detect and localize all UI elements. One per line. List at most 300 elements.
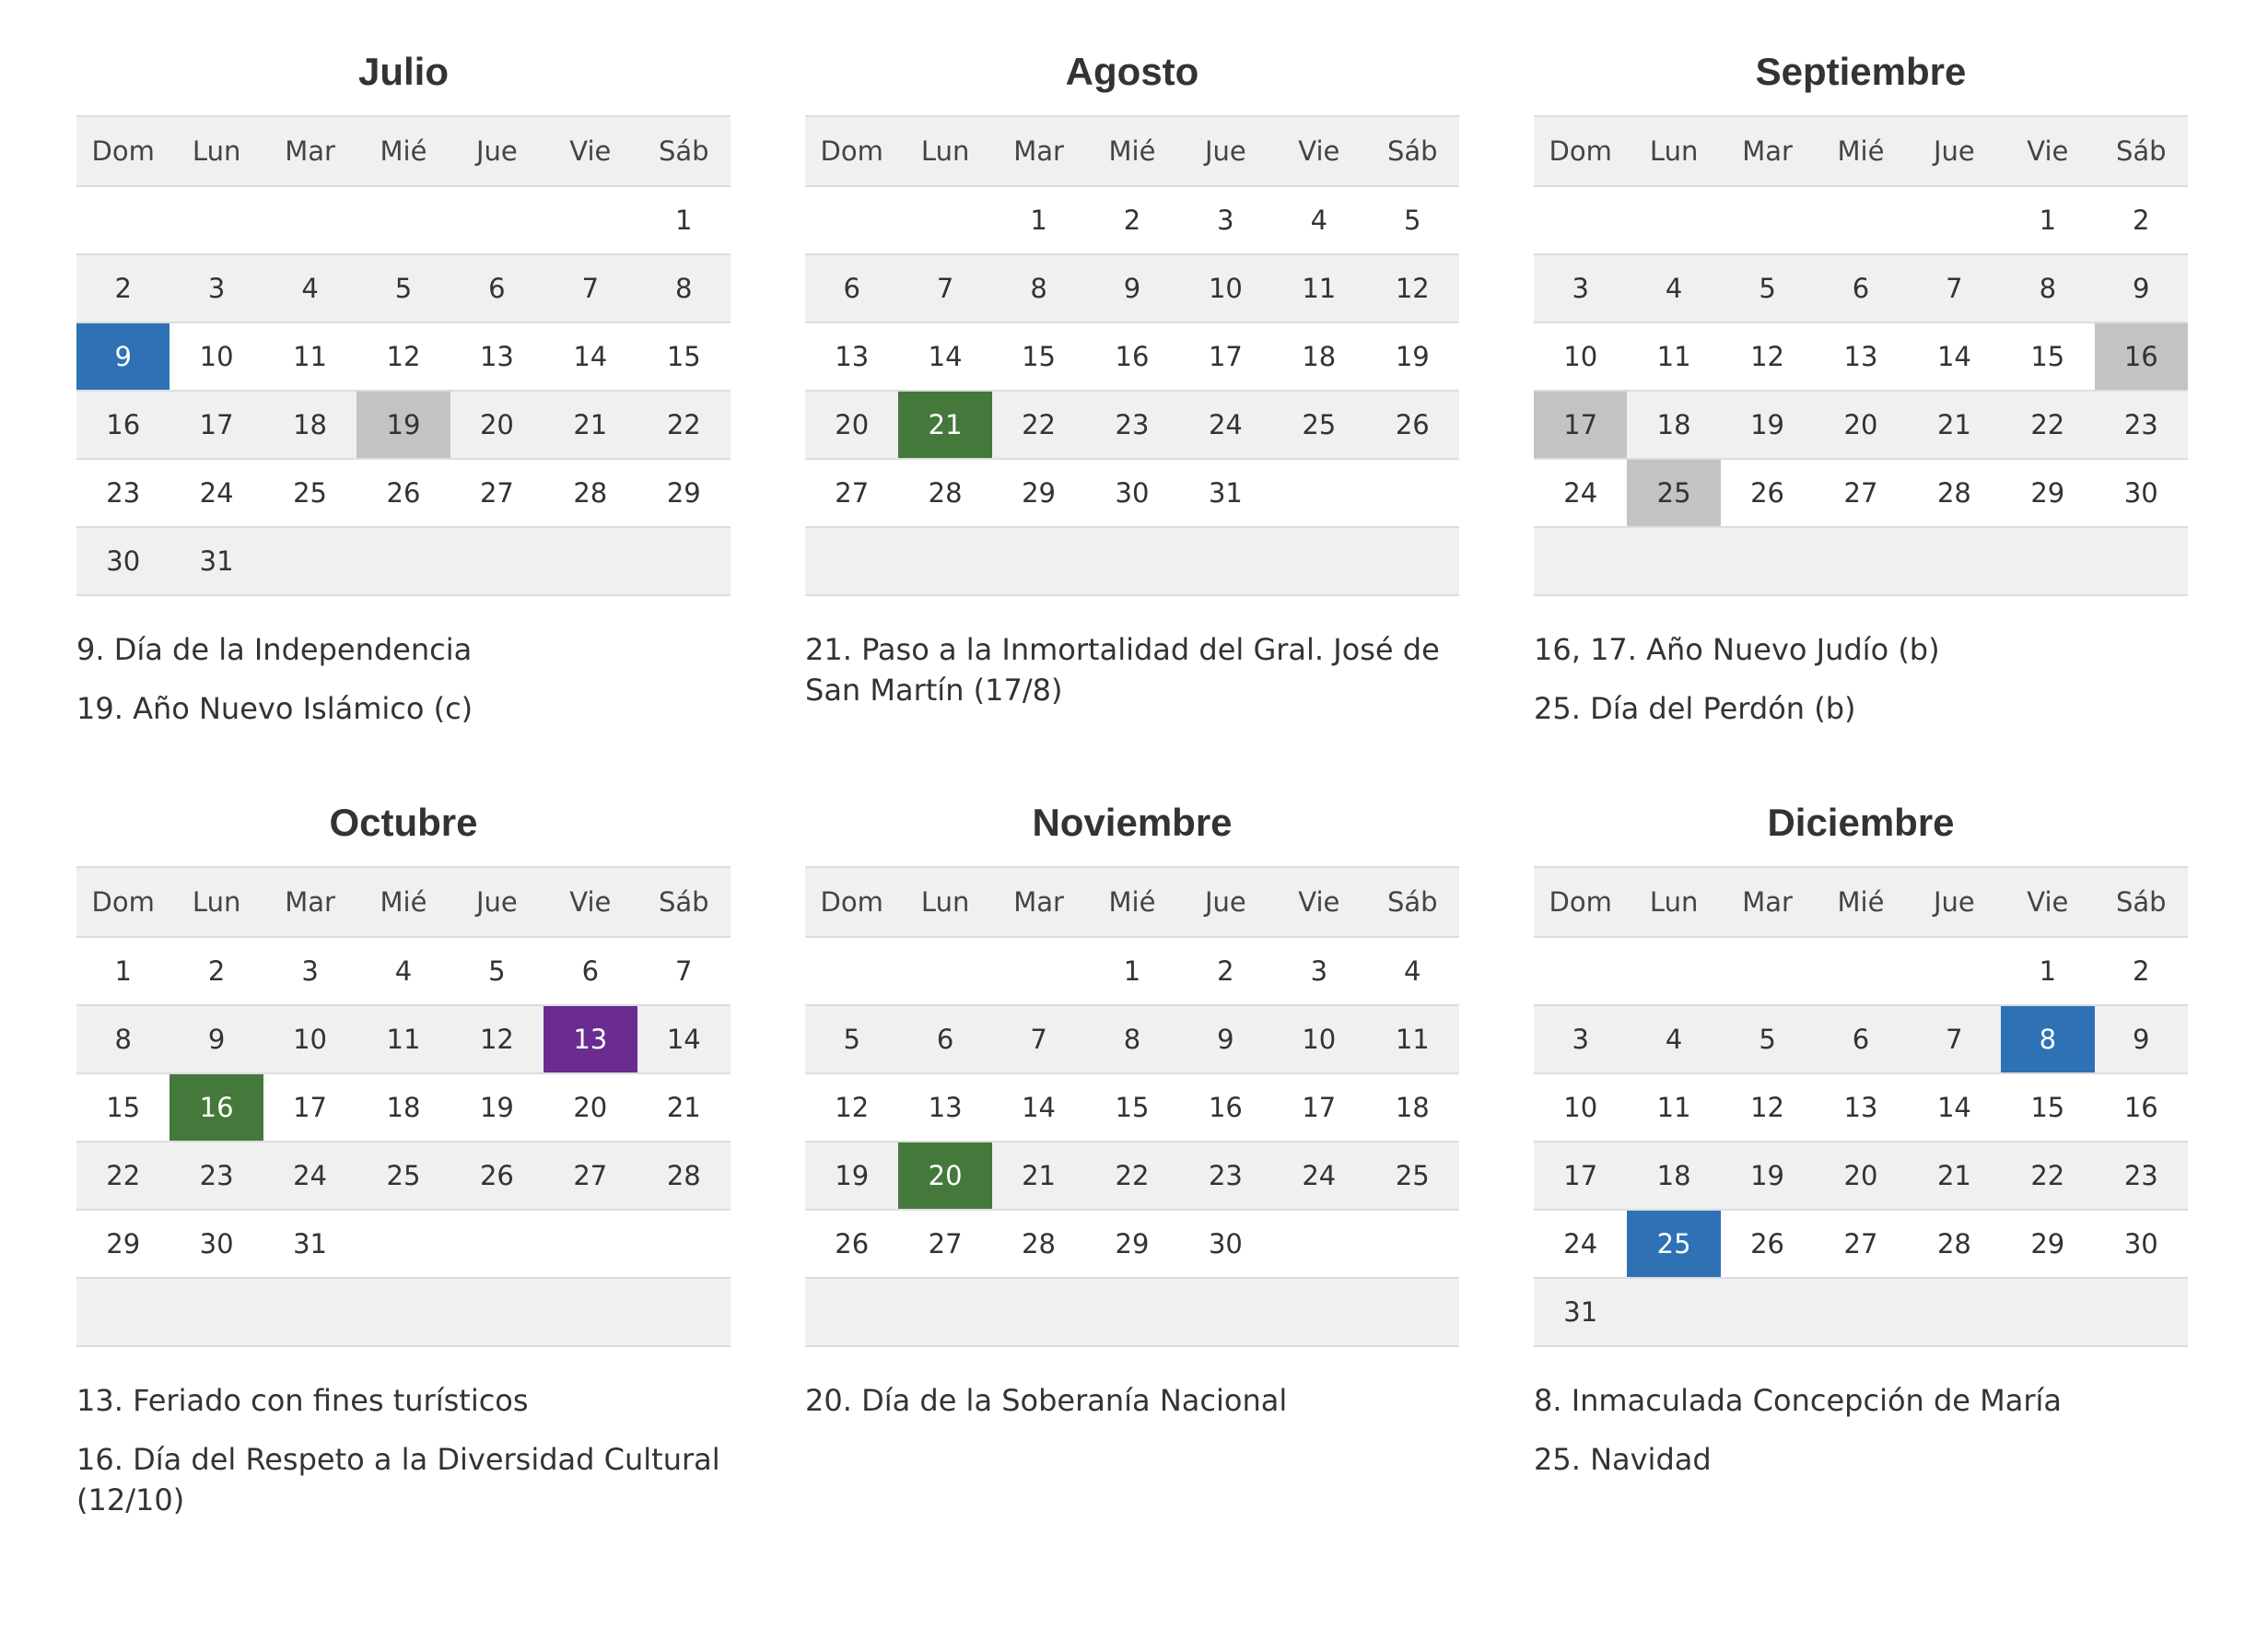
weekday-header: Sáb [2095,116,2188,186]
empty-day-cell [450,186,544,254]
week-row [1534,391,2188,459]
day-cell[interactable]: 31 [1179,459,1272,527]
day-cell[interactable]: 4 [357,937,450,1005]
week-row [805,1005,1459,1073]
week-row [1534,1073,2188,1142]
day-cell[interactable]: 6 [450,254,544,322]
day-cell[interactable]: 14 [1908,322,2001,391]
week-row [1534,527,2188,595]
week-row [805,254,1459,322]
day-cell[interactable]: 29 [637,459,731,527]
day-cell[interactable]: 23 [2095,1142,2188,1210]
day-cell[interactable]: 11 [1366,1005,1459,1073]
day-cell[interactable]: 11 [263,322,357,391]
calendar-body [76,937,731,1346]
empty-day-cell [1366,459,1459,527]
day-cell[interactable]: 10 [1534,322,1627,391]
day-cell[interactable]: 14 [992,1073,1085,1142]
empty-day-cell [898,186,991,254]
day-cell[interactable]: 31 [1534,1278,1627,1346]
day-cell[interactable]: 18 [1627,1142,1720,1210]
day-cell[interactable]: 2 [170,937,263,1005]
day-cell[interactable]: 27 [450,459,544,527]
empty-day-cell [1627,937,1720,1005]
week-row [76,1278,731,1346]
day-cell[interactable]: 7 [992,1005,1085,1073]
holiday-note: 16, 17. Año Nuevo Judío (b) [1534,632,1940,667]
day-cell[interactable]: 23 [1179,1142,1272,1210]
calendar-body [805,186,1459,595]
day-cell[interactable]: 6 [898,1005,991,1073]
day-cell[interactable]: 22 [2001,391,2094,459]
day-cell[interactable]: 1 [76,937,170,1005]
day-cell[interactable]: 21 [637,1073,731,1142]
day-cell[interactable]: 30 [76,527,170,595]
day-cell[interactable]: 17 [1534,1142,1627,1210]
day-cell[interactable]: 19 [1721,1142,1814,1210]
day-cell[interactable]: 22 [637,391,731,459]
day-cell[interactable]: 18 [263,391,357,459]
day-cell[interactable]: 16 [76,391,170,459]
day-cell[interactable]: 19 [1721,391,1814,459]
weekday-header: Mié [1085,116,1178,186]
day-cell[interactable]: 23 [1085,391,1178,459]
empty-day-cell [1908,186,2001,254]
day-cell[interactable]: 30 [2095,1210,2188,1278]
day-cell[interactable]: 24 [1179,391,1272,459]
day-cell[interactable]: 1 [637,186,731,254]
week-row [76,937,731,1005]
day-cell[interactable]: 27 [1814,1210,1907,1278]
empty-day-cell [357,527,450,595]
weekday-header: Lun [170,116,263,186]
empty-day-cell [1534,527,1627,595]
day-cell[interactable]: 12 [450,1005,544,1073]
day-cell[interactable]: 5 [1366,186,1459,254]
day-cell[interactable]: 29 [1085,1210,1178,1278]
day-cell[interactable]: 10 [1179,254,1272,322]
holiday-day-cell[interactable]: 16 [170,1073,263,1142]
day-cell[interactable]: 15 [992,322,1085,391]
weekday-header: Sáb [2095,867,2188,937]
day-cell[interactable]: 30 [170,1210,263,1278]
day-cell[interactable]: 2 [76,254,170,322]
day-cell[interactable]: 24 [1534,1210,1627,1278]
month-noviembre [805,751,1459,1439]
day-cell[interactable]: 22 [1085,1142,1178,1210]
day-cell[interactable]: 28 [544,459,637,527]
weekday-header: Mié [357,116,450,186]
calendar-body [76,186,731,595]
empty-day-cell [1366,527,1459,595]
holiday-note: 13. Feriado con fines turísticos [76,1383,529,1418]
day-cell[interactable]: 12 [1721,1073,1814,1142]
weekday-header-row [76,867,731,937]
empty-day-cell [450,1210,544,1278]
day-cell[interactable]: 14 [637,1005,731,1073]
day-cell[interactable]: 10 [170,322,263,391]
weekday-header: Mar [263,116,357,186]
day-cell[interactable]: 8 [1085,1005,1178,1073]
day-cell[interactable]: 30 [1085,459,1178,527]
day-cell[interactable]: 21 [544,391,637,459]
month-octubre [76,751,731,1539]
week-row [805,322,1459,391]
day-cell[interactable]: 5 [357,254,450,322]
day-cell[interactable]: 3 [1534,254,1627,322]
day-cell[interactable]: 16 [1179,1073,1272,1142]
day-cell[interactable]: 15 [2001,1073,2094,1142]
holiday-notes [1534,629,2188,729]
weekday-header: Mié [1814,867,1907,937]
day-cell[interactable]: 22 [2001,1142,2094,1210]
week-row [76,1142,731,1210]
weekday-header-row [76,116,731,186]
weekday-header: Vie [2001,867,2094,937]
day-cell[interactable]: 20 [1814,1142,1907,1210]
day-cell[interactable]: 11 [357,1005,450,1073]
day-cell[interactable]: 20 [1814,391,1907,459]
day-cell[interactable]: 10 [1272,1005,1365,1073]
empty-day-cell [170,186,263,254]
day-cell[interactable]: 22 [76,1142,170,1210]
day-cell[interactable]: 7 [637,937,731,1005]
month-julio [76,0,731,747]
week-row [76,391,731,459]
day-cell[interactable]: 28 [637,1142,731,1210]
day-cell[interactable]: 13 [898,1073,991,1142]
day-cell[interactable]: 5 [1721,1005,1814,1073]
week-row [1534,937,2188,1005]
day-cell[interactable]: 2 [2095,937,2188,1005]
day-cell[interactable]: 19 [805,1142,898,1210]
empty-day-cell [805,937,898,1005]
day-cell[interactable]: 10 [263,1005,357,1073]
day-cell[interactable]: 23 [2095,391,2188,459]
empty-day-cell [1908,1278,2001,1346]
day-cell[interactable]: 20 [450,391,544,459]
weekday-header: Vie [2001,116,2094,186]
day-cell[interactable]: 28 [992,1210,1085,1278]
day-cell[interactable]: 24 [170,459,263,527]
calendar-body [805,937,1459,1346]
empty-day-cell [1272,459,1365,527]
day-cell[interactable]: 26 [1721,1210,1814,1278]
month-septiembre [1534,0,2188,747]
day-cell[interactable]: 1 [1085,937,1178,1005]
day-cell[interactable]: 2 [1179,937,1272,1005]
weekday-header: Mié [357,867,450,937]
day-cell[interactable]: 15 [76,1073,170,1142]
day-cell[interactable]: 28 [1908,459,2001,527]
weekday-header: Vie [1272,867,1365,937]
empty-day-cell [1085,1278,1178,1346]
weekday-header-row [805,867,1459,937]
day-cell[interactable]: 15 [1085,1073,1178,1142]
day-cell[interactable]: 11 [1627,1073,1720,1142]
day-cell[interactable]: 25 [263,459,357,527]
day-cell[interactable]: 27 [1814,459,1907,527]
holiday-day-cell[interactable]: 21 [898,391,991,459]
holiday-day-cell[interactable]: 16 [2095,322,2188,391]
day-cell[interactable]: 9 [170,1005,263,1073]
holiday-notes [76,629,731,729]
month-title: Julio [357,50,449,93]
empty-day-cell [1814,527,1907,595]
day-cell[interactable]: 2 [1085,186,1178,254]
day-cell[interactable]: 1 [2001,186,2094,254]
day-cell[interactable]: 27 [544,1142,637,1210]
empty-day-cell [2001,527,2094,595]
day-cell[interactable]: 23 [170,1142,263,1210]
day-cell[interactable]: 3 [263,937,357,1005]
empty-day-cell [544,1278,637,1346]
holiday-note: 16. Día del Respeto a la Diversidad Cultural (12/10) [76,1442,720,1517]
empty-day-cell [992,1278,1085,1346]
day-cell[interactable]: 17 [1272,1073,1365,1142]
day-cell[interactable]: 29 [2001,459,2094,527]
day-cell[interactable]: 6 [544,937,637,1005]
day-cell[interactable]: 13 [1814,322,1907,391]
day-cell[interactable]: 3 [1272,937,1365,1005]
empty-day-cell [805,186,898,254]
week-row [76,459,731,527]
week-row [76,1073,731,1142]
month-diciembre [1534,751,2188,1498]
day-cell[interactable]: 11 [1272,254,1365,322]
day-cell[interactable]: 12 [357,322,450,391]
day-cell[interactable]: 6 [1814,1005,1907,1073]
day-cell[interactable]: 17 [1179,322,1272,391]
weekday-header: Lun [1627,867,1720,937]
weekday-header: Jue [1908,116,2001,186]
day-cell[interactable]: 21 [1908,1142,2001,1210]
weekday-header: Dom [1534,867,1627,937]
day-cell[interactable]: 1 [2001,937,2094,1005]
day-cell[interactable]: 6 [1814,254,1907,322]
day-cell[interactable]: 29 [2001,1210,2094,1278]
day-cell[interactable]: 29 [76,1210,170,1278]
weekday-header: Sáb [637,116,731,186]
day-cell[interactable]: 20 [805,391,898,459]
day-cell[interactable]: 13 [450,322,544,391]
holiday-note: 21. Paso a la Inmortalidad del Gral. José de San Martín (17/8) [805,632,1440,708]
day-cell[interactable]: 27 [805,459,898,527]
day-cell[interactable]: 5 [805,1005,898,1073]
day-cell[interactable]: 25 [1272,391,1365,459]
empty-day-cell [1721,1278,1814,1346]
empty-day-cell [1627,1278,1720,1346]
day-cell[interactable]: 8 [992,254,1085,322]
day-cell[interactable]: 27 [898,1210,991,1278]
day-cell[interactable]: 17 [170,391,263,459]
day-cell[interactable]: 28 [898,459,991,527]
empty-day-cell [2095,527,2188,595]
day-cell[interactable]: 30 [2095,459,2188,527]
empty-day-cell [1272,1278,1365,1346]
holiday-note: 20. Día de la Soberanía Nacional [805,1383,1288,1418]
day-cell[interactable]: 26 [1721,459,1814,527]
day-cell[interactable]: 8 [76,1005,170,1073]
day-cell[interactable]: 12 [1721,322,1814,391]
week-row [805,459,1459,527]
month-title: Noviembre [1032,801,1233,844]
day-cell[interactable]: 26 [1366,391,1459,459]
month-title: Diciembre [1767,801,1955,844]
week-row [805,527,1459,595]
day-cell[interactable]: 31 [170,527,263,595]
day-cell[interactable]: 4 [1627,1005,1720,1073]
day-cell[interactable]: 9 [1085,254,1178,322]
day-cell[interactable]: 12 [805,1073,898,1142]
week-row [1534,322,2188,391]
empty-day-cell [898,1278,991,1346]
holiday-day-cell[interactable]: 17 [1534,391,1627,459]
weekday-header: Lun [1627,116,1720,186]
day-cell[interactable]: 9 [2095,1005,2188,1073]
day-cell[interactable]: 25 [357,1142,450,1210]
week-row [805,1073,1459,1142]
calendar-grid [76,866,731,1347]
day-cell[interactable]: 5 [450,937,544,1005]
day-cell[interactable]: 26 [450,1142,544,1210]
day-cell[interactable]: 24 [1534,459,1627,527]
day-cell[interactable]: 30 [1179,1210,1272,1278]
empty-day-cell [1272,527,1365,595]
week-row [805,1142,1459,1210]
weekday-header: Jue [1179,116,1272,186]
day-cell[interactable]: 10 [1534,1073,1627,1142]
empty-day-cell [263,1278,357,1346]
day-cell[interactable]: 23 [76,459,170,527]
empty-day-cell [76,1278,170,1346]
day-cell[interactable]: 26 [805,1210,898,1278]
day-cell[interactable]: 7 [898,254,991,322]
day-cell[interactable]: 22 [992,391,1085,459]
day-cell[interactable]: 14 [898,322,991,391]
day-cell[interactable]: 20 [544,1073,637,1142]
day-cell[interactable]: 7 [1908,254,2001,322]
weekday-header: Mar [1721,867,1814,937]
day-cell[interactable]: 16 [2095,1073,2188,1142]
day-cell[interactable]: 24 [263,1142,357,1210]
holiday-notes [805,629,1459,710]
day-cell[interactable]: 9 [1179,1005,1272,1073]
holiday-day-cell[interactable]: 25 [1627,1210,1720,1278]
empty-day-cell [76,186,170,254]
day-cell[interactable]: 19 [1366,322,1459,391]
weekday-header: Mar [992,867,1085,937]
week-row [1534,186,2188,254]
empty-day-cell [1627,527,1720,595]
weekday-header-row [805,116,1459,186]
day-cell[interactable]: 14 [544,322,637,391]
day-cell[interactable]: 13 [1814,1073,1907,1142]
day-cell[interactable]: 18 [357,1073,450,1142]
day-cell[interactable]: 18 [1627,391,1720,459]
day-cell[interactable]: 18 [1272,322,1365,391]
holiday-notes [805,1380,1459,1421]
weekday-header: Mié [1814,116,1907,186]
holiday-day-cell[interactable]: 8 [2001,1005,2094,1073]
day-cell[interactable]: 28 [1908,1210,2001,1278]
day-cell[interactable]: 4 [1366,937,1459,1005]
empty-day-cell [992,527,1085,595]
holiday-day-cell[interactable]: 9 [76,322,170,391]
weekday-header: Vie [544,867,637,937]
weekday-header: Dom [805,867,898,937]
day-cell[interactable]: 11 [1627,322,1720,391]
day-cell[interactable]: 4 [1272,186,1365,254]
day-cell[interactable]: 21 [1908,391,2001,459]
empty-day-cell [898,527,991,595]
day-cell[interactable]: 25 [1366,1142,1459,1210]
day-cell[interactable]: 2 [2095,186,2188,254]
holiday-day-cell[interactable]: 20 [898,1142,991,1210]
empty-day-cell [1085,527,1178,595]
empty-day-cell [544,1210,637,1278]
day-cell[interactable]: 9 [2095,254,2188,322]
weekday-header: Lun [898,116,991,186]
day-cell[interactable]: 21 [992,1142,1085,1210]
empty-day-cell [170,1278,263,1346]
day-cell[interactable]: 3 [1534,1005,1627,1073]
day-cell[interactable]: 4 [1627,254,1720,322]
day-cell[interactable]: 15 [2001,322,2094,391]
day-cell[interactable]: 3 [170,254,263,322]
day-cell[interactable]: 26 [357,459,450,527]
holiday-note: 25. Navidad [1534,1442,1712,1477]
empty-day-cell [1179,1278,1272,1346]
day-cell[interactable]: 14 [1908,1073,2001,1142]
day-cell[interactable]: 15 [637,322,731,391]
empty-day-cell [1534,937,1627,1005]
weekday-header: Dom [76,867,170,937]
day-cell[interactable]: 6 [805,254,898,322]
holiday-day-cell[interactable]: 25 [1627,459,1720,527]
week-row [1534,1210,2188,1278]
weekday-header: Jue [1908,867,2001,937]
week-row [76,1210,731,1278]
day-cell[interactable]: 19 [450,1073,544,1142]
day-cell[interactable]: 3 [1179,186,1272,254]
day-cell[interactable]: 16 [1085,322,1178,391]
empty-day-cell [637,1278,731,1346]
day-cell[interactable]: 24 [1272,1142,1365,1210]
month-agosto [805,0,1459,729]
day-cell[interactable]: 1 [992,186,1085,254]
day-cell[interactable]: 29 [992,459,1085,527]
day-cell[interactable]: 13 [805,322,898,391]
holiday-day-cell[interactable]: 19 [357,391,450,459]
holiday-notes [76,1380,731,1520]
weekday-header: Sáb [1366,116,1459,186]
day-cell[interactable]: 18 [1366,1073,1459,1142]
day-cell[interactable]: 17 [263,1073,357,1142]
day-cell[interactable]: 31 [263,1210,357,1278]
day-cell[interactable]: 8 [2001,254,2094,322]
holiday-day-cell[interactable]: 13 [544,1005,637,1073]
day-cell[interactable]: 12 [1366,254,1459,322]
day-cell[interactable]: 5 [1721,254,1814,322]
day-cell[interactable]: 8 [637,254,731,322]
day-cell[interactable]: 4 [263,254,357,322]
weekday-header-row [1534,116,2188,186]
empty-day-cell [1366,1210,1459,1278]
empty-day-cell [1366,1278,1459,1346]
day-cell[interactable]: 7 [1908,1005,2001,1073]
day-cell[interactable]: 7 [544,254,637,322]
